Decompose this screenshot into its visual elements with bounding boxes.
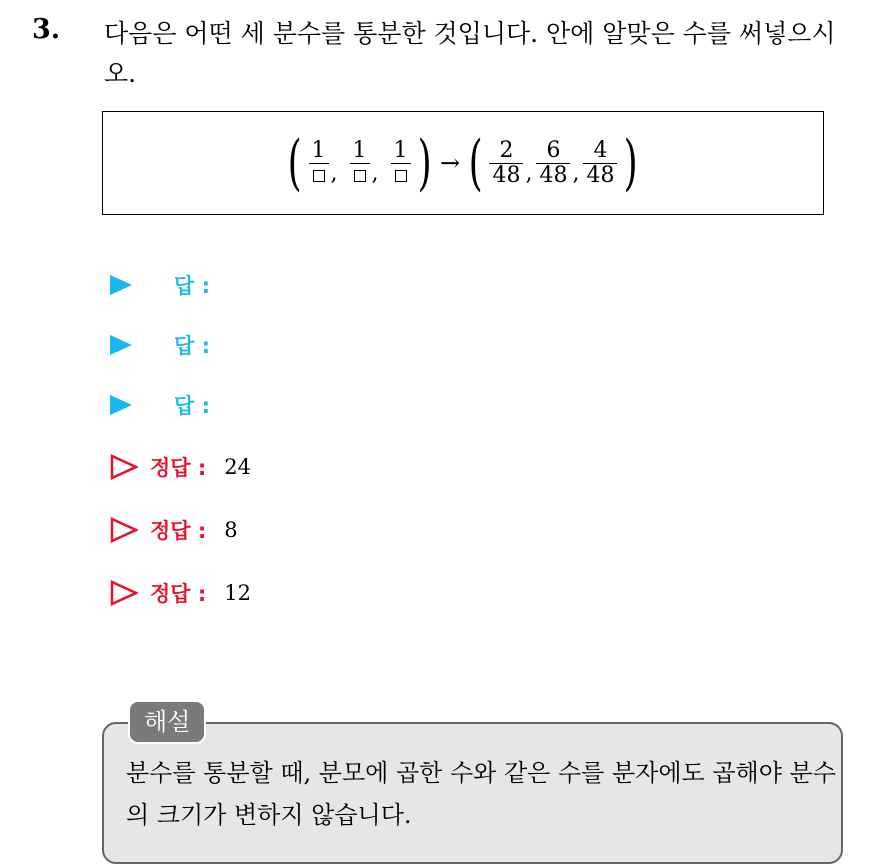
correct-row-3 <box>110 578 251 608</box>
answer-row-2[interactable] <box>110 330 210 360</box>
correct-label: 정답 : <box>150 456 207 480</box>
answer-label: 답 : <box>174 394 210 418</box>
fraction-numerator: 1 <box>352 137 367 163</box>
fraction-numerator: 4 <box>593 137 608 163</box>
fraction-numerator: 6 <box>546 137 561 163</box>
blank-fraction-2 <box>350 139 370 188</box>
play-triangle-icon <box>110 335 132 355</box>
outline-triangle-icon <box>110 580 138 606</box>
explanation-text: 분수를 통분할 때, 분모에 곱한 수와 같은 수를 분자에도 곱해야 분수의 크기가 변하지 않습니다. <box>126 759 836 829</box>
question-text: 다음은 어떤 세 분수를 통분한 것입니다. 안에 알맞은 수를 써넣으시오. <box>104 19 836 88</box>
answer-label: 답 : <box>174 274 210 298</box>
fraction-denominator: 48 <box>539 162 568 188</box>
fraction-numerator: 1 <box>311 137 326 163</box>
blank-fraction-1 <box>309 139 329 188</box>
correct-value: 24 <box>224 455 252 479</box>
play-triangle-icon <box>110 395 132 415</box>
question-number: 3. <box>32 14 61 45</box>
correct-row-2 <box>110 515 238 545</box>
blank-box[interactable] <box>395 170 407 182</box>
play-triangle-icon <box>110 275 132 295</box>
right-paren-close: ) <box>624 128 639 198</box>
blank-box[interactable] <box>354 170 366 182</box>
comma: , <box>330 160 338 186</box>
right-paren-open: ( <box>468 128 483 198</box>
outline-triangle-icon <box>110 454 138 480</box>
arrow: → <box>439 149 461 177</box>
correct-label: 정답 : <box>150 582 207 606</box>
formula <box>283 128 643 198</box>
fraction-numerator: 2 <box>499 137 514 163</box>
answer-row-1[interactable] <box>110 270 210 300</box>
formula-box <box>102 111 824 215</box>
comma: , <box>525 160 533 186</box>
fraction-denominator: 48 <box>492 162 521 188</box>
correct-value: 8 <box>224 518 238 542</box>
explanation-tag: 해설 <box>128 700 206 744</box>
correct-value: 12 <box>224 581 252 605</box>
left-paren-close: ) <box>417 128 432 198</box>
fraction-2 <box>536 139 570 188</box>
answer-row-3[interactable] <box>110 390 210 420</box>
outline-triangle-icon <box>110 517 138 543</box>
correct-row-1 <box>110 452 251 482</box>
comma: , <box>371 160 379 186</box>
fraction-1 <box>489 139 523 188</box>
fraction-denominator: 48 <box>586 162 615 188</box>
blank-box[interactable] <box>313 170 325 182</box>
left-paren-open: ( <box>287 128 302 198</box>
fraction-3 <box>583 139 617 188</box>
comma: , <box>572 160 580 186</box>
answer-label: 답 : <box>174 334 210 358</box>
blank-fraction-3 <box>391 139 411 188</box>
fraction-numerator: 1 <box>393 137 408 163</box>
correct-label: 정답 : <box>150 519 207 543</box>
